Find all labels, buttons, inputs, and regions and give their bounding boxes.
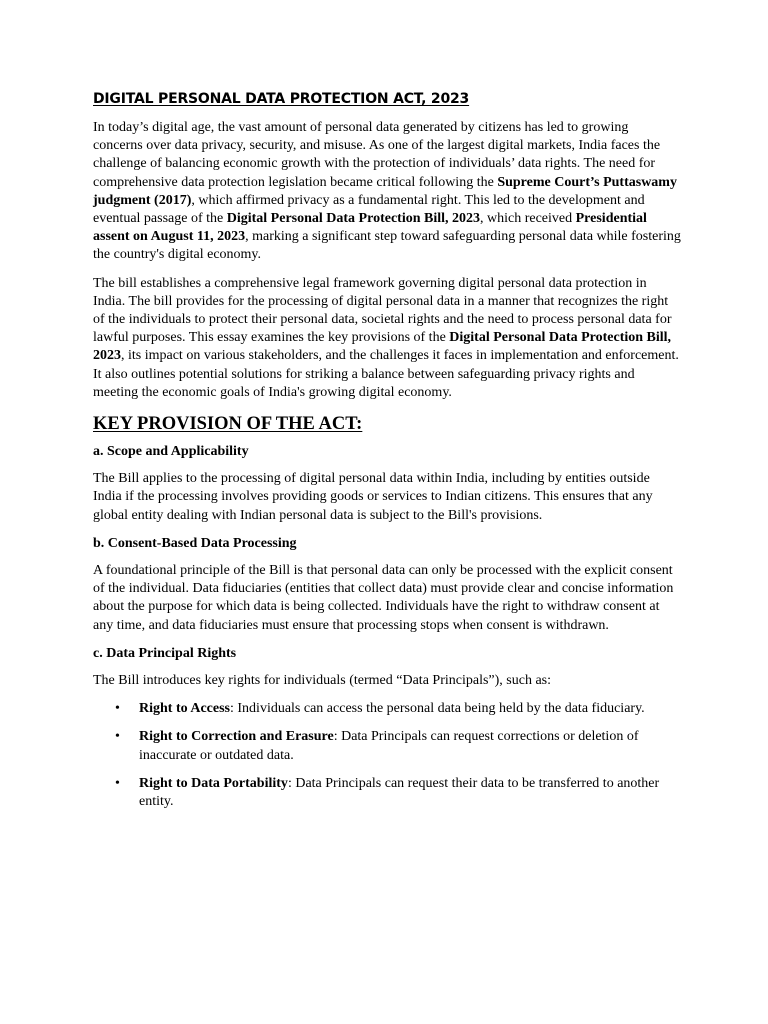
section-b-body: A foundational principle of the Bill is that personal data can only be processed with the explicit consent of the individual. Data fiduciaries (entities that collect data) must provide clear and concise information about the purpose for which data is being collected. Individuals have the right to withdraw consent at any time, and data fiduciaries must ensure that processing stops when consent is withdrawn. xyxy=(93,563,674,633)
rights-list xyxy=(93,700,681,811)
document-title: DIGITAL PERSONAL DATA PROTECTION ACT, 2023 xyxy=(93,91,470,107)
right-description: : Data Principals can request corrections or deletion of inaccurate or outdated data. xyxy=(139,729,639,763)
intro-p2-bold-bill-name: Digital Personal Data Protection Bill, 2023 xyxy=(93,330,672,364)
right-term: Right to Correction and Erasure xyxy=(139,729,334,745)
bullet-icon: • xyxy=(115,701,120,717)
section-c-intro: The Bill introduces key rights for individuals (termed “Data Principals”), such as: xyxy=(93,673,551,689)
list-item-right-to-portability xyxy=(93,775,681,811)
right-term: Right to Access xyxy=(139,701,230,717)
list-item-right-to-correction xyxy=(93,728,681,764)
document-page xyxy=(93,90,681,821)
right-term: Right to Data Portability xyxy=(139,775,288,791)
section-c-heading: c. Data Principal Rights xyxy=(93,645,237,661)
list-item-right-to-access xyxy=(93,700,681,718)
section-b-heading: b. Consent-Based Data Processing xyxy=(93,535,297,551)
right-description: : Data Principals can request their data to be transferred to another entity. xyxy=(139,775,660,810)
intro-p1-bold-bill-name: Digital Personal Data Protection Bill, 2023 xyxy=(226,211,480,227)
intro-paragraph-2 xyxy=(93,275,681,402)
section-a-body: The Bill applies to the processing of digital personal data within India, including by entities outside India if the processing involves providing goods or services to Indian citizens. This ensures that any global entity dealing with Indian personal data is subject to the Bill's provisions. xyxy=(93,471,653,523)
right-description: : Individuals can access the personal data being held by the data fiduciary. xyxy=(230,701,645,717)
intro-p2-text-1: The bill establishes a comprehensive legal framework governing digital personal data protection in India. The bill provides for the processing of digital personal data in a manner that recognizes the right of the individuals to protect their personal data, societal rights and the need to process personal data for lawful purposes. This essay examines the key provisions of the xyxy=(93,275,672,346)
bullet-icon: • xyxy=(115,729,120,745)
intro-p1-text-2: , which affirmed privacy as a fundamental right. This led to the development and eventual passage of the xyxy=(93,192,645,227)
intro-p1-text-3: , which received xyxy=(480,211,576,227)
intro-p1-text-4: , marking a significant step toward safeguarding personal data while fostering the country's digital economy. xyxy=(93,229,681,263)
intro-p1-bold-assent: Presidential assent on August 11, 2023 xyxy=(93,211,647,245)
key-provisions-heading: KEY PROVISION OF THE ACT: xyxy=(93,414,363,435)
intro-paragraph-1 xyxy=(93,119,681,265)
intro-p1-text-1: In today’s digital age, the vast amount of personal data generated by citizens has led to growing concerns over data privacy, security, and misuse. As one of the largest digital markets, India faces the challenge of balancing economic growth with the protection of individuals’ data rights. The need for comprehensive data protection legislation became critical following the xyxy=(93,120,661,190)
intro-p2-text-2: , its impact on various stakeholders, and the challenges it faces in implementation and enforcement. It also outlines potential solutions for striking a balance between safeguarding privacy rights and meeting the economic goals of India's growing digital economy. xyxy=(93,348,679,400)
section-a-heading: a. Scope and Applicability xyxy=(93,444,249,460)
intro-p1-bold-puttaswamy: Supreme Court’s Puttaswamy judgment (2017) xyxy=(93,174,677,208)
bullet-icon: • xyxy=(115,775,120,791)
